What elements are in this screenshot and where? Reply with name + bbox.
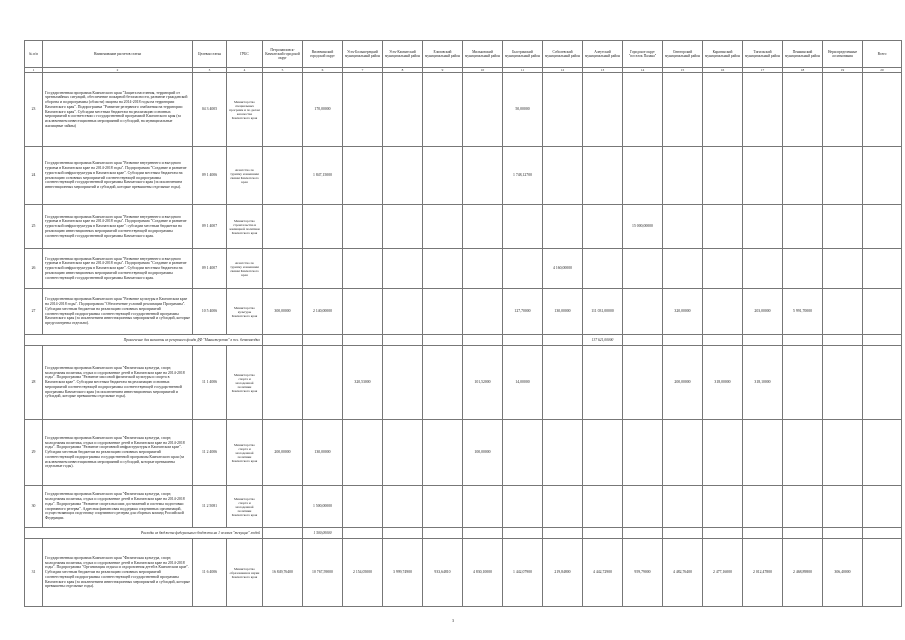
amount-cell — [663, 528, 703, 539]
amount-cell — [583, 249, 623, 289]
amount-cell — [703, 289, 743, 335]
table-row — [25, 147, 902, 205]
amount-cell — [543, 335, 583, 346]
table-row — [25, 205, 902, 249]
column-number: 9 — [423, 68, 463, 73]
amount-cell — [783, 205, 823, 249]
amount-cell: 5 991,70000 — [783, 289, 823, 335]
note-text: Расходы из бюджета федерального бюджета на 1 человек "текущие" людей — [25, 528, 263, 539]
amount-cell — [263, 205, 303, 249]
amount-cell — [743, 335, 783, 346]
table-row — [25, 249, 902, 289]
column-header: Всего — [863, 41, 902, 68]
amount-cell — [543, 420, 583, 486]
amount-cell — [343, 147, 383, 205]
amount-cell — [663, 249, 703, 289]
amount-cell: 4 482,76400 — [663, 539, 703, 607]
amount-cell: 3 999,74900 — [383, 539, 423, 607]
amount-cell — [623, 289, 663, 335]
amount-cell — [503, 420, 543, 486]
amount-cell: 2 140,00000 — [303, 289, 343, 335]
column-header: Соболевский муниципальный район — [543, 41, 583, 68]
amount-cell — [383, 205, 423, 249]
amount-cell — [383, 528, 423, 539]
column-number: 20 — [863, 68, 902, 73]
target-article-code: 11 2 4006 — [193, 420, 227, 486]
amount-cell — [703, 249, 743, 289]
column-header: Олюторский муниципальный район — [663, 41, 703, 68]
amount-cell — [343, 73, 383, 147]
column-header: Целевая статья — [193, 41, 227, 68]
amount-cell — [423, 289, 463, 335]
amount-cell: 2 468,89800 — [783, 539, 823, 607]
table-row — [25, 486, 902, 528]
table-row — [25, 420, 902, 486]
amount-cell — [783, 147, 823, 205]
amount-cell — [703, 528, 743, 539]
amount-cell — [343, 249, 383, 289]
amount-cell — [583, 205, 623, 249]
amount-cell: 16 849,76400 — [263, 539, 303, 607]
amount-cell: 306,40000 — [823, 539, 863, 607]
amount-cell: 1 500,00000 — [303, 528, 343, 539]
amount-cell — [343, 289, 383, 335]
amount-cell — [863, 486, 902, 528]
amount-cell — [383, 346, 423, 420]
row-number: 28 — [25, 346, 43, 420]
amount-cell — [423, 147, 463, 205]
amount-cell — [463, 73, 503, 147]
column-number: 12 — [543, 68, 583, 73]
amount-cell: 4 160,00000 — [543, 249, 583, 289]
amount-cell — [623, 346, 663, 420]
amount-cell — [583, 486, 623, 528]
amount-cell — [703, 147, 743, 205]
column-header: Быстринский муниципальный район — [503, 41, 543, 68]
row-description: Государственная программа Камчатского края "Защита населения, территорий от чрезвычайных ситуаций, обеспечение пожарной безопасности, развитие гражданской обороты и подпрограммы (области) защиты на 2014-2018 годы на территории Камчатского края". Подпрограмма "Развитие резервного снабжения на территории Камчатского края". Субсидии местным бюджетам на реализацию основных мероприятий в соответствии с государственной программой Камчатского края (за исключением инвестиционных мероприятий и субсидий, на муниципальные жилищные займы) — [43, 73, 193, 147]
amount-cell: 10 767,59000 — [303, 539, 343, 607]
column-number: 10 — [463, 68, 503, 73]
amount-cell — [623, 249, 663, 289]
amount-cell: 2 012,47800 — [743, 539, 783, 607]
amount-cell — [503, 205, 543, 249]
table-row — [25, 289, 902, 335]
column-number: 3 — [193, 68, 227, 73]
row-number: 31 — [25, 539, 43, 607]
row-description: Государственная программа Камчатского края "Физическая культура, спорт, молодежная политика, отдых и оздоровление детей в Камчатском крае на 2014-2018 годы". Подпрограмма "Развитие массовой физической культуры и спорта в Камчатском крае". Субсидии местным бюджетам на реализацию основных мероприятий соответствующей подпрограммы соответствующей государственной программы Камчатского края (за исключением инвестиционных мероприятий и субсидий, которые превышены отдельные годы). — [43, 346, 193, 420]
amount-cell — [623, 486, 663, 528]
amount-cell — [823, 420, 863, 486]
budget-table-sheet — [24, 40, 887, 607]
amount-cell — [543, 528, 583, 539]
amount-cell: 203,00000 — [743, 289, 783, 335]
amount-cell — [303, 335, 343, 346]
column-header: Усть-Большерецкий муниципальный район — [343, 41, 383, 68]
amount-cell — [343, 486, 383, 528]
amount-cell — [383, 420, 423, 486]
amount-cell: 320,53000 — [343, 346, 383, 420]
amount-cell — [823, 346, 863, 420]
amount-cell: 318,10000 — [743, 346, 783, 420]
amount-cell — [823, 335, 863, 346]
grbs-name: Министерство строительства и жилищной политики Камчатского края — [227, 205, 263, 249]
amount-cell — [263, 335, 303, 346]
amount-cell — [303, 205, 343, 249]
grbs-name: Министерство спорта и молодежной политики Камчатского края — [227, 420, 263, 486]
amount-cell — [743, 147, 783, 205]
amount-cell — [423, 249, 463, 289]
amount-cell — [343, 528, 383, 539]
column-number: 1 — [25, 68, 43, 73]
amount-cell — [583, 346, 623, 420]
target-article-code: 10 5 4006 — [193, 289, 227, 335]
amount-cell — [263, 249, 303, 289]
column-number: 4 — [227, 68, 263, 73]
amount-cell — [463, 528, 503, 539]
row-number: 30 — [25, 486, 43, 528]
amount-cell: 127,70000 — [503, 289, 543, 335]
amount-cell — [383, 486, 423, 528]
amount-cell — [383, 335, 423, 346]
amount-cell — [463, 335, 503, 346]
amount-cell — [783, 346, 823, 420]
amount-cell: 200,00000 — [663, 346, 703, 420]
amount-cell — [343, 205, 383, 249]
amount-cell — [583, 528, 623, 539]
amount-cell — [503, 486, 543, 528]
amount-cell — [343, 420, 383, 486]
table-row — [25, 539, 902, 607]
amount-cell: 111 031,00000 — [583, 289, 623, 335]
amount-cell — [543, 147, 583, 205]
amount-cell: 959,79000 — [623, 539, 663, 607]
amount-cell — [303, 249, 343, 289]
amount-cell — [543, 205, 583, 249]
amount-cell — [423, 73, 463, 147]
amount-cell — [343, 335, 383, 346]
column-header: Усть-Камчатский муниципальный район — [383, 41, 423, 68]
amount-cell — [863, 528, 902, 539]
amount-cell — [583, 420, 623, 486]
amount-cell — [383, 249, 423, 289]
target-article-code: 11 2 5081 — [193, 486, 227, 528]
column-number: 8 — [383, 68, 423, 73]
amount-cell — [463, 486, 503, 528]
amount-cell — [863, 335, 902, 346]
row-description: Государственная программа Камчатского края "Развитие внутреннего и въездного туризма в Камчатском крае на 2014-2018 годы". Подпрограмма "Создание и развитие туристской инфраструктуры в Камчатском крае". Субсидии местным бюджетам на реализацию основных мероприятий соответствующей подпрограммы соответствующей государственной программы Камчатского края (за исключением инвестиционных мероприятий и субсидий, которые превышены отдельные годы). — [43, 147, 193, 205]
amount-cell: 4 830,10000 — [463, 539, 503, 607]
grbs-name: Министерство спорта и молодежной политики Камчатского края — [227, 486, 263, 528]
amount-cell — [263, 486, 303, 528]
grbs-name: Агентство по туризму и внешним связям Камчатского края — [227, 249, 263, 289]
amount-cell — [863, 73, 902, 147]
amount-cell — [663, 335, 703, 346]
amount-cell: 318,00000 — [703, 346, 743, 420]
column-number: 11 — [503, 68, 543, 73]
amount-cell — [423, 335, 463, 346]
column-number: 6 — [303, 68, 343, 73]
grbs-name: Министерство спорта и молодежной политики Камчатского края — [227, 346, 263, 420]
table-row — [25, 346, 902, 420]
amount-cell: 320,00000 — [663, 289, 703, 335]
amount-cell — [303, 346, 343, 420]
amount-cell — [863, 205, 902, 249]
column-number: 7 — [343, 68, 383, 73]
amount-cell — [463, 289, 503, 335]
table-body — [25, 73, 902, 607]
amount-cell: 50,00000 — [503, 73, 543, 147]
amount-cell — [583, 147, 623, 205]
target-article-code: 04 3 4005 — [193, 73, 227, 147]
target-article-code: 11 6 4006 — [193, 539, 227, 607]
note-text: Привлечение для выплаты из резервного фонда ДФ "Министерство" в т.ч. безвозмездно — [25, 335, 263, 346]
amount-cell — [263, 73, 303, 147]
amount-cell — [783, 249, 823, 289]
amount-cell — [823, 289, 863, 335]
note-row — [25, 528, 902, 539]
row-description: Государственная программа Камчатского края "Физическая культура, спорт, молодежная политика, отдых и оздоровление детей в Камчатском крае на 2014-2018 годы". Подпрограмма "Организация отдыха и оздоровления детей в Камчатском крае". Субсидии местным бюджетам на реализацию основных мероприятий соответствующей подпрограммы соответствующей государственной программы Камчатского края (за исключением инвестиционных мероприятий и субсидий, которые превышены отдельные годы). — [43, 539, 193, 607]
row-number: 24 — [25, 147, 43, 205]
amount-cell — [423, 205, 463, 249]
column-number: 19 — [823, 68, 863, 73]
amount-cell — [743, 73, 783, 147]
amount-cell — [543, 346, 583, 420]
amount-cell — [783, 486, 823, 528]
amount-cell — [703, 486, 743, 528]
column-header: Нераспределенные ассигнования — [823, 41, 863, 68]
column-header: Пенжинский муниципальный район — [783, 41, 823, 68]
amount-cell — [863, 249, 902, 289]
column-number: 14 — [623, 68, 663, 73]
amount-cell: 2 154,05000 — [343, 539, 383, 607]
column-header: Елизовский муниципальный район — [423, 41, 463, 68]
row-number: 26 — [25, 249, 43, 289]
grbs-name: Агентство по туризму и внешним связям Камчатского края — [227, 147, 263, 205]
row-number: 23 — [25, 73, 43, 147]
amount-cell — [623, 73, 663, 147]
amount-cell — [823, 73, 863, 147]
amount-cell — [463, 249, 503, 289]
amount-cell: 130,00000 — [543, 289, 583, 335]
column-header: Городское округ "поселок Палана" — [623, 41, 663, 68]
amount-cell — [423, 346, 463, 420]
amount-cell: 1 442,07900 — [503, 539, 543, 607]
amount-cell — [863, 420, 902, 486]
column-header: Алеутский муниципальный район — [583, 41, 623, 68]
amount-cell — [383, 73, 423, 147]
amount-cell — [823, 205, 863, 249]
amount-cell — [743, 249, 783, 289]
column-number: 18 — [783, 68, 823, 73]
column-header: № п/п — [25, 41, 43, 68]
amount-cell — [503, 249, 543, 289]
amount-cell — [423, 528, 463, 539]
amount-cell: 101,52000 — [463, 346, 503, 420]
amount-cell — [743, 528, 783, 539]
amount-cell — [623, 528, 663, 539]
column-header: Тигильский муниципальный район — [743, 41, 783, 68]
target-article-code: 09 1 4006 — [193, 147, 227, 205]
amount-cell — [463, 205, 503, 249]
amount-cell: 300,00000 — [263, 289, 303, 335]
amount-cell: 200,00000 — [263, 420, 303, 486]
amount-cell — [743, 486, 783, 528]
column-number: 16 — [703, 68, 743, 73]
amount-cell — [823, 249, 863, 289]
amount-cell: 170,00000 — [303, 73, 343, 147]
amount-cell: 137 621,00000 — [583, 335, 623, 346]
amount-cell — [743, 420, 783, 486]
grbs-name: Министерство специальных программ и по делам казачества Камчатского края — [227, 73, 263, 147]
amount-cell: 130,00000 — [303, 420, 343, 486]
amount-cell — [783, 528, 823, 539]
column-header: Карагинский муниципальный район — [703, 41, 743, 68]
amount-cell — [663, 147, 703, 205]
amount-cell — [823, 528, 863, 539]
grbs-name: Министерство культуры Камчатского края — [227, 289, 263, 335]
table-header-row — [25, 41, 902, 68]
amount-cell — [543, 73, 583, 147]
row-description: Государственная программа Камчатского края "Физическая культура, спорт, молодежная политика, отдых и оздоровление детей в Камчатском крае на 2014-2018 годы". Подпрограмма "Развитие спорта высших достижений и системы подготовки спортивного резерва". Адресная финансовая поддержка спортивных организаций, осуществляющих подготовку спортивного резерва для сборных команд Российской Федерации. — [43, 486, 193, 528]
amount-cell — [263, 528, 303, 539]
column-header: Вилючинский городской округ — [303, 41, 343, 68]
target-article-code: 09 1 4007 — [193, 249, 227, 289]
column-number: 2 — [43, 68, 193, 73]
amount-cell — [463, 147, 503, 205]
row-description: Государственная программа Камчатского края "Развитие внутреннего и въездного туризма в Камчатском крае на 2014-2018 годы". Подпрограмма "Создание и развитие туристской инфраструктуры в Камчатском крае": субсидии местным бюджетам на реализацию инвестиционных мероприятий соответствующей подпрограммы соответствующей государственной программы Камчатского края. — [43, 205, 193, 249]
amount-cell — [703, 205, 743, 249]
amount-cell: 4 442,72900 — [583, 539, 623, 607]
amount-cell: 933,64810 — [423, 539, 463, 607]
amount-cell — [263, 346, 303, 420]
column-header: Мильковский муниципальный район — [463, 41, 503, 68]
amount-cell — [783, 73, 823, 147]
amount-cell: 15 000,00000 — [623, 205, 663, 249]
column-header: Наименование расчетов статьи — [43, 41, 193, 68]
amount-cell — [623, 335, 663, 346]
amount-cell — [863, 539, 902, 607]
amount-cell — [383, 289, 423, 335]
amount-cell — [423, 420, 463, 486]
amount-cell — [823, 147, 863, 205]
column-number: 15 — [663, 68, 703, 73]
grbs-name: Министерство образования и науки Камчатского края — [227, 539, 263, 607]
amount-cell — [663, 486, 703, 528]
amount-cell: 1 847,15000 — [303, 147, 343, 205]
column-number: 5 — [263, 68, 303, 73]
amount-cell: 219,84800 — [543, 539, 583, 607]
target-article-code: 09 1 4007 — [193, 205, 227, 249]
table-row — [25, 73, 902, 147]
amount-cell — [623, 420, 663, 486]
note-row — [25, 335, 902, 346]
budget-allocation-table — [24, 40, 902, 607]
column-number: 13 — [583, 68, 623, 73]
amount-cell: 2 477,16000 — [703, 539, 743, 607]
amount-cell — [263, 147, 303, 205]
amount-cell — [583, 73, 623, 147]
amount-cell — [663, 420, 703, 486]
row-number: 27 — [25, 289, 43, 335]
amount-cell — [623, 147, 663, 205]
amount-cell — [663, 73, 703, 147]
column-header: ГРБС — [227, 41, 263, 68]
amount-cell: 1 748,12700 — [503, 147, 543, 205]
amount-cell — [863, 147, 902, 205]
amount-cell: 14,00000 — [503, 346, 543, 420]
amount-cell — [503, 528, 543, 539]
amount-cell — [423, 486, 463, 528]
amount-cell — [863, 289, 902, 335]
amount-cell — [383, 147, 423, 205]
amount-cell — [663, 205, 703, 249]
target-article-code: 11 1 4006 — [193, 346, 227, 420]
row-description: Государственная программа Камчатского края "Развитие культуры в Камчатском крае на 2014-2018 годы". Подпрограмма "Обеспечение условий реализации Программы". Субсидии местным бюджетам на реализацию основных мероприятий соответствующей подпрограммы соответствующей государственной программы Камчатского края (за исключением инвестиционных мероприятий и субсидий, которые предусмотрены отдельно). — [43, 289, 193, 335]
amount-cell: 100,00000 — [463, 420, 503, 486]
row-description: Государственная программа Камчатского края "Развитие внутреннего и въездного туризма в Камчатском крае на 2014-2018 годы". Подпрограмма "Создание и развитие туристской инфраструктуры в Камчатском крае". Субсидии местным бюджетам на реализацию инвестиционных мероприятий соответствующей подпрограммы соответствующей государственной программы Камчатского края. — [43, 249, 193, 289]
column-number: 17 — [743, 68, 783, 73]
amount-cell — [703, 73, 743, 147]
amount-cell — [863, 346, 902, 420]
row-number: 25 — [25, 205, 43, 249]
column-header: Петропавловск-Камчатский городской округ — [263, 41, 303, 68]
amount-cell — [743, 205, 783, 249]
amount-cell — [543, 486, 583, 528]
amount-cell: 1 500,00000 — [303, 486, 343, 528]
amount-cell — [783, 420, 823, 486]
page-number: 3 — [452, 618, 454, 623]
row-number: 29 — [25, 420, 43, 486]
row-description: Государственная программа Камчатского края "Физическая культура, спорт, молодежная политика, отдых и оздоровление детей в Камчатском крае на 2014-2018 годы". Подпрограмма "Развитие спортивной инфраструктуры в Камчатском крае". Субсидии местным бюджетам на реализацию основных мероприятий соответствующей подпрограммы государственной программы Камчатского края (за исключением инвестиционных мероприятий и субсидий, которые превышены отдельные годы). — [43, 420, 193, 486]
amount-cell — [823, 486, 863, 528]
amount-cell — [703, 335, 743, 346]
amount-cell — [503, 335, 543, 346]
amount-cell — [783, 335, 823, 346]
amount-cell — [703, 420, 743, 486]
